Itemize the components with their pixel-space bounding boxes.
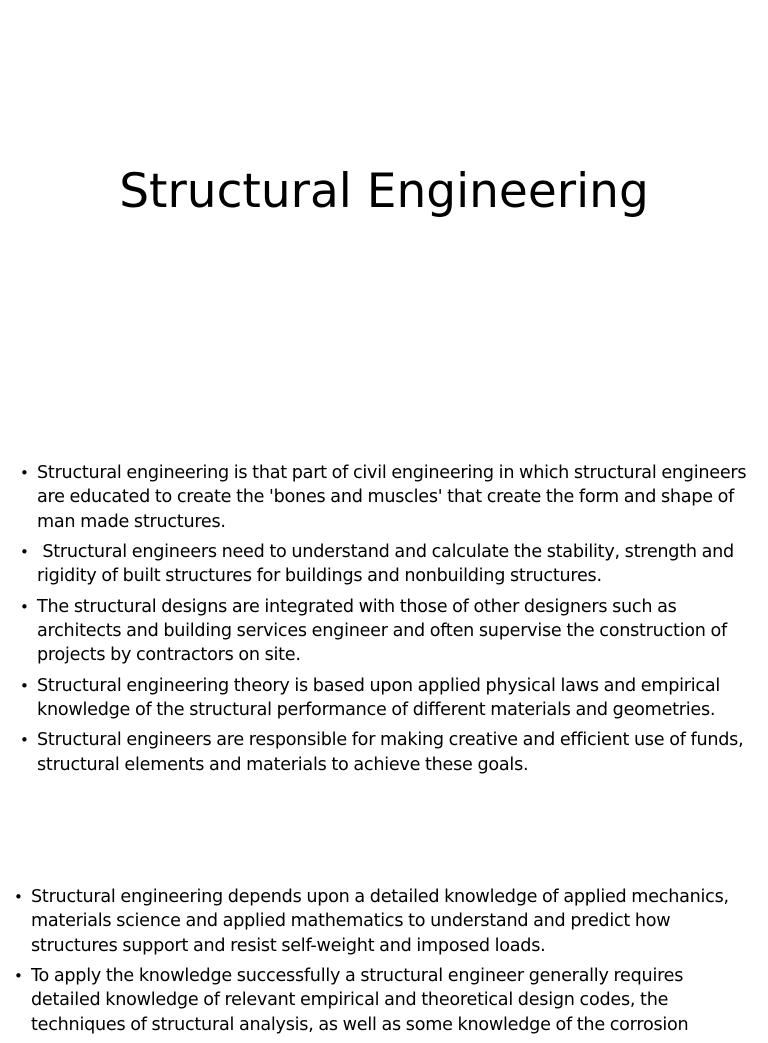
bullet-icon: • [14,967,23,986]
list-item [20,461,750,534]
bullet-list-1 [20,461,750,783]
list-item [20,595,750,668]
list-item [14,964,754,1037]
bullet-text: To apply the knowledge successfully a structural engineer generally requires detailed knowledge of relevant empirical and theoretical design codes, the techniques of structural analysis, as well as some knowledge of the corrosion [31,966,689,1035]
bullet-icon: • [20,597,29,616]
bullet-list-2 [14,885,754,1043]
bullet-icon: • [14,888,23,906]
list-item [14,885,754,958]
list-item [20,674,750,723]
list-item [20,728,750,777]
bullet-text: Structural engineers need to understand and calculate the stability, strength and rigidity of built structures for buildings and nonbuilding structures. [37,542,739,587]
bullet-icon: • [20,731,29,750]
bullet-text: The structural designs are integrated with those of other designers such as architects and building services engineer and often supervise the construction of projects by contractors on site. [37,596,727,666]
bullet-text: Structural engineering is that part of civil engineering in which structural engineers are educated to create the 'bones and muscles' that create the form and shape of man made structures. [37,463,747,532]
bullet-text: Structural engineering depends upon a detailed knowledge of applied mechanics, materials science and applied mathematics to understand and predict how structures support and resist self-weight and imposed loads. [31,887,729,956]
bullet-icon: • [20,543,29,562]
list-item [20,540,750,589]
slide-title: Structural Engineering [119,164,649,219]
bullet-icon: • [20,464,29,482]
bullet-text: Structural engineering theory is based upon applied physical laws and empirical knowledge of the structural performance of different materials and geometries. [37,675,721,721]
bullet-text: Structural engineers are responsible for making creative and efficient use of funds, structural elements and materials to achieve these goals. [37,730,744,775]
bullet-icon: • [20,676,29,695]
